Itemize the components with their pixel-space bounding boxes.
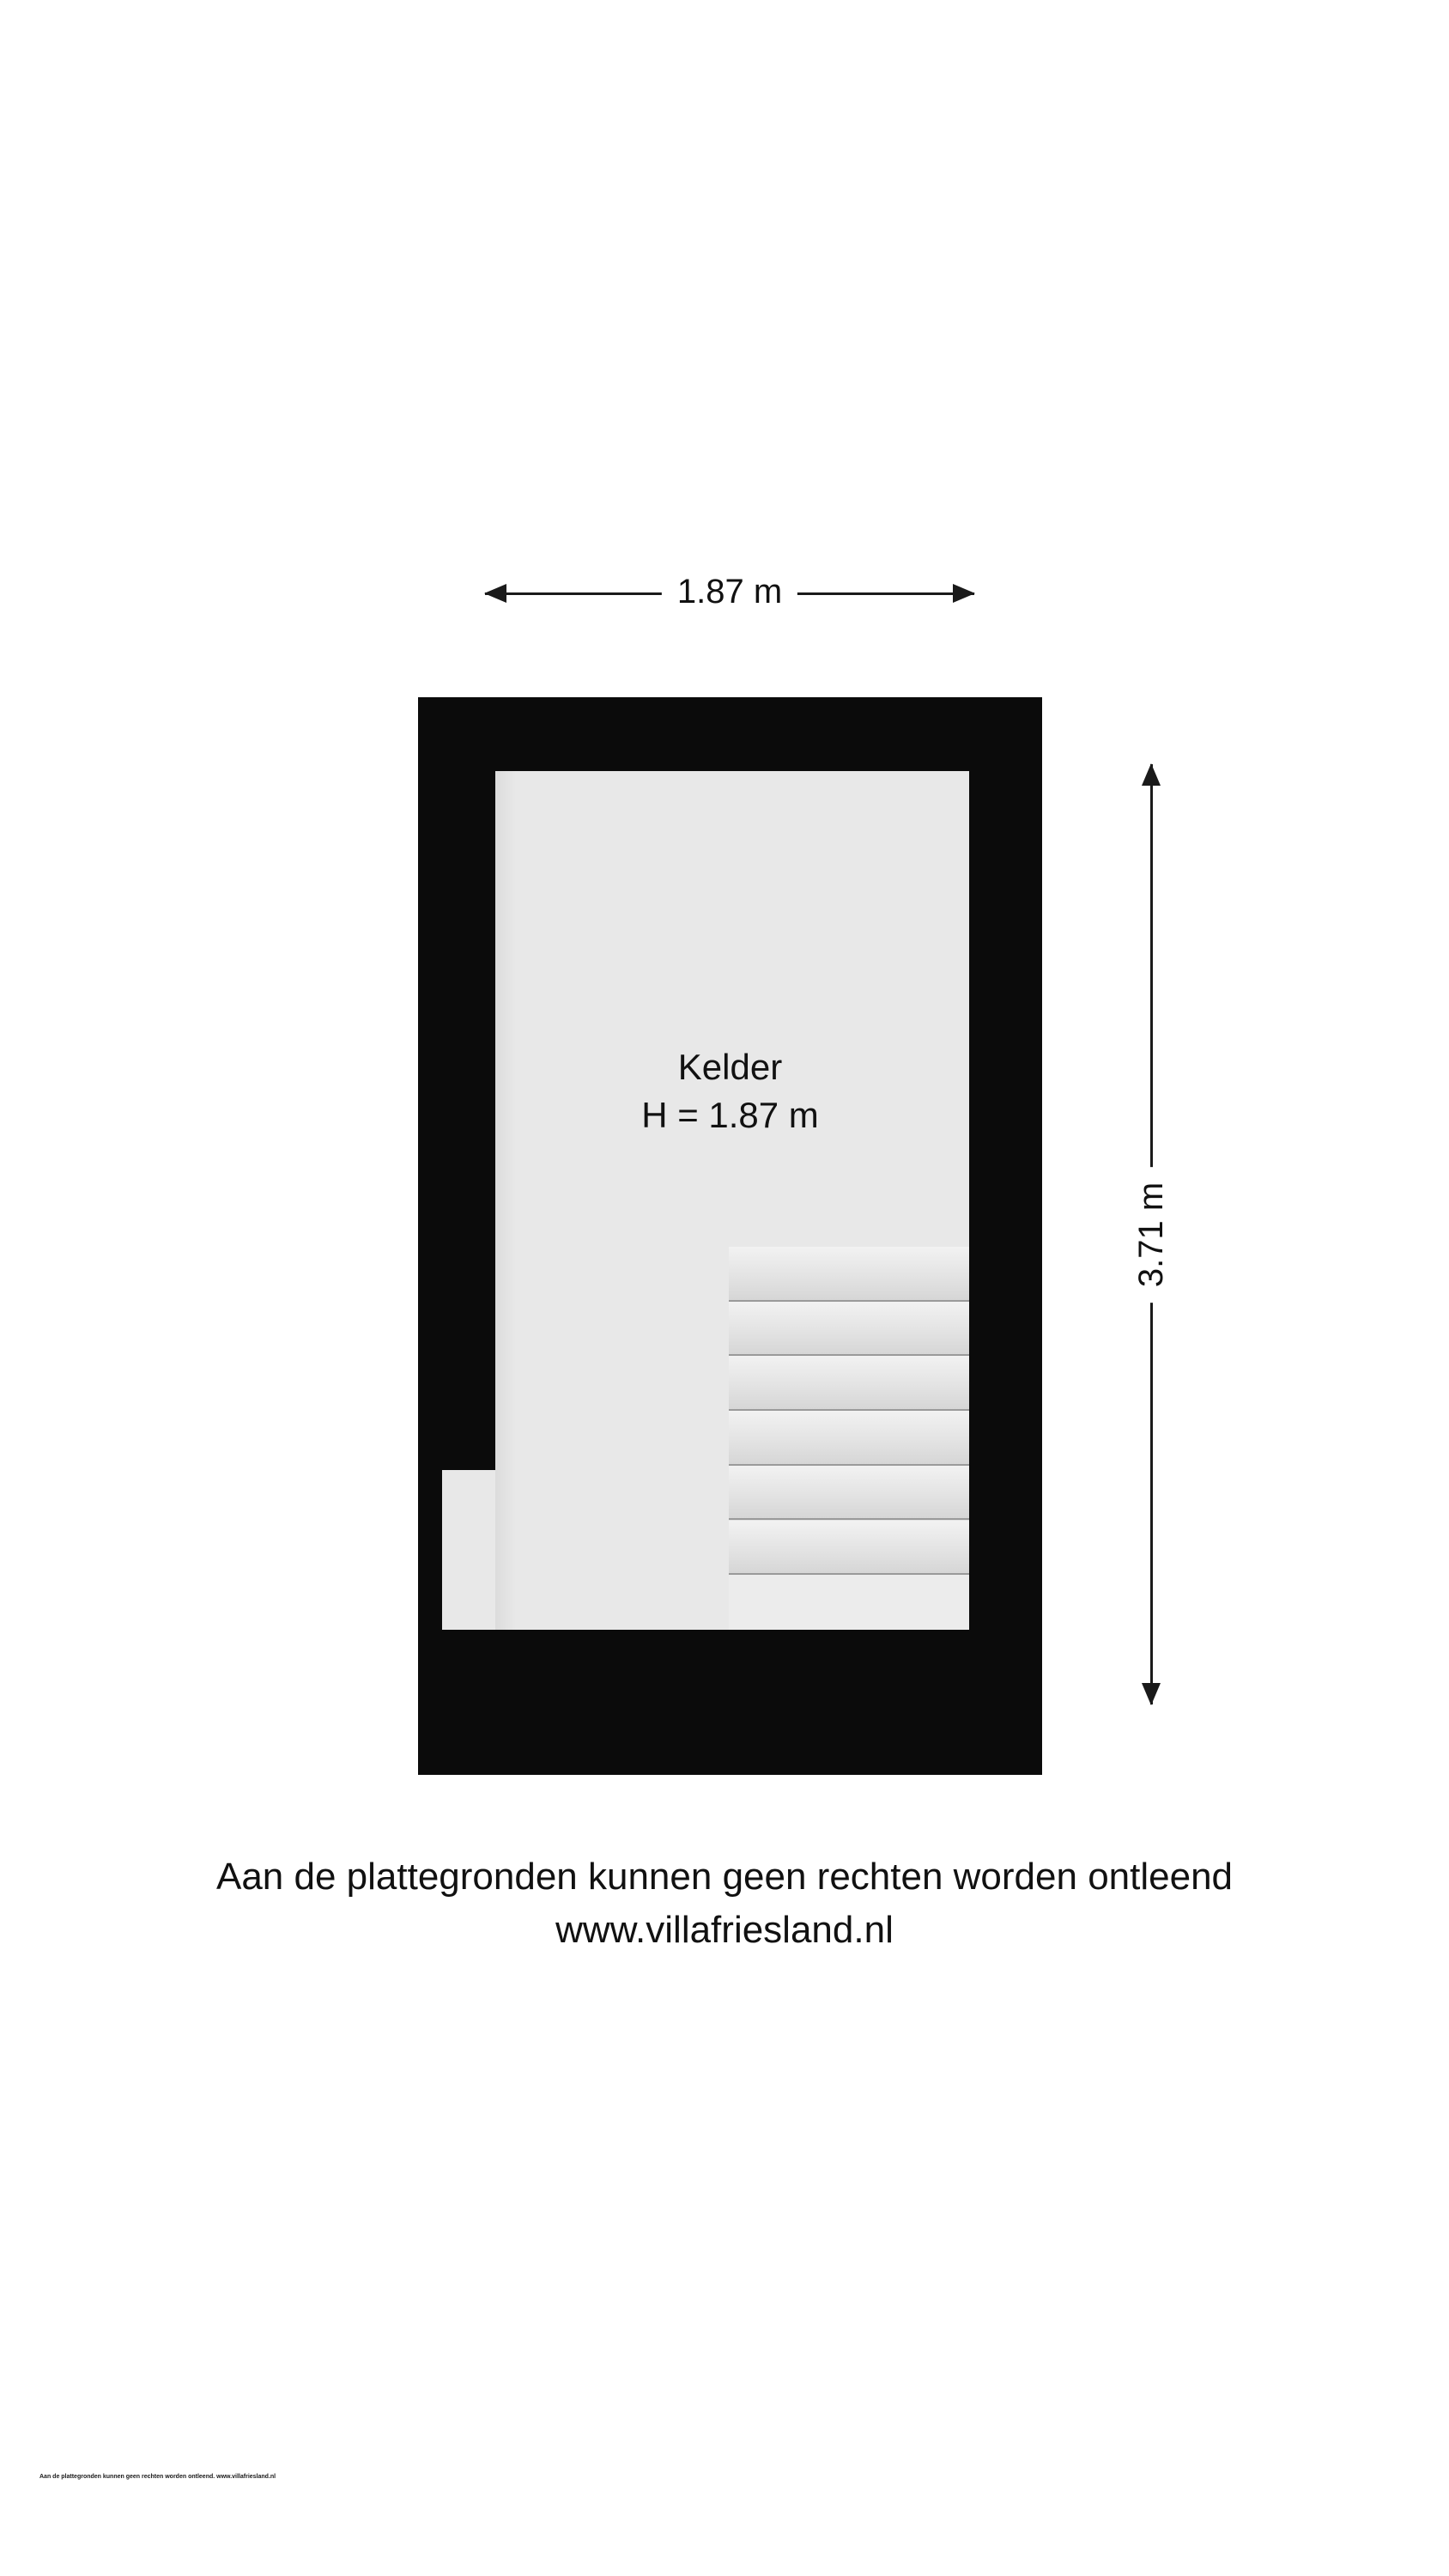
arrow-left-icon [484, 584, 506, 603]
building-outline [418, 697, 1042, 1775]
room-name: Kelder [677, 1047, 783, 1087]
width-dimension [485, 567, 974, 618]
width-dimension-label: 1.87 m [662, 567, 797, 617]
room-label [418, 1043, 1042, 1139]
disclaimer-text: Aan de plattegronden kunnen geen rechten worden ontleend [215, 1856, 1234, 1898]
arrow-up-icon [1142, 763, 1161, 786]
fineprint-line: Aan de plattegronden kunnen geen rechten worden ontleend. www.villafriesland.nl [39, 2474, 276, 2480]
stair-tread [729, 1575, 969, 1630]
fineprint [39, 2473, 400, 2482]
staircase [729, 1247, 969, 1630]
height-dimension [1125, 764, 1176, 1704]
stair-tread [729, 1466, 969, 1521]
stair-tread [729, 1356, 969, 1411]
height-dimension-label: 3.71 m [1126, 1166, 1176, 1302]
website-text: www.villafriesland.nl [555, 1909, 894, 1951]
arrow-right-icon [953, 584, 975, 603]
footer [0, 1850, 1449, 1957]
stair-tread [729, 1247, 969, 1302]
floor-shading [495, 771, 516, 1630]
arrow-down-icon [1142, 1683, 1161, 1705]
stair-tread [729, 1411, 969, 1466]
stair-tread [729, 1302, 969, 1357]
room-height: H = 1.87 m [641, 1095, 819, 1135]
stair-tread [729, 1521, 969, 1576]
room-floor-notch [442, 1470, 725, 1630]
